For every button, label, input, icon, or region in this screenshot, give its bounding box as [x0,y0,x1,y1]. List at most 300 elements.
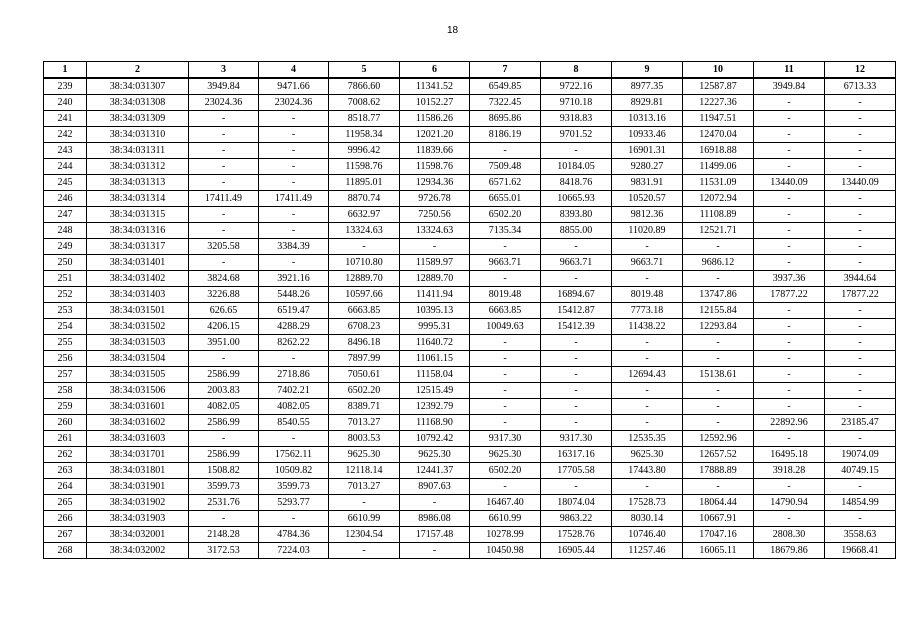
table-cell: 10313.16 [612,111,683,127]
table-cell: - [825,255,896,271]
table-row [44,159,896,175]
table-cell: - [754,367,825,383]
table-cell: 257 [44,367,87,383]
table-cell: 239 [44,78,87,95]
table-cell: 9318.83 [541,111,612,127]
page-number: 18 [446,25,459,36]
table-cell: 10665.93 [541,191,612,207]
table-cell: 9701.52 [541,127,612,143]
table-cell: 12118.14 [329,463,400,479]
table-cell: - [470,399,541,415]
column-header: 1 [44,62,87,79]
table-cell: 8986.08 [400,511,470,527]
table-cell: - [541,415,612,431]
table-cell: 12293.84 [683,319,754,335]
table-cell: - [189,111,259,127]
table-cell: 12392.79 [400,399,470,415]
table-cell: - [754,127,825,143]
table-cell: - [825,351,896,367]
data-table [43,61,896,559]
table-cell: 8003.53 [329,431,400,447]
table-cell: 22892.96 [754,415,825,431]
table-row [44,463,896,479]
table-cell: 2586.99 [189,447,259,463]
table-cell: - [754,303,825,319]
table-cell: 11257.46 [612,543,683,559]
table-cell: 267 [44,527,87,543]
table-cell: 9625.30 [470,447,541,463]
table-cell: 17705.58 [541,463,612,479]
table-cell: 10395.13 [400,303,470,319]
table-cell: 4288.29 [259,319,329,335]
table-cell: 11947.51 [683,111,754,127]
table-cell: 12657.52 [683,447,754,463]
table-cell: - [683,335,754,351]
table-cell: - [683,383,754,399]
table-row [44,271,896,287]
table-cell: 246 [44,191,87,207]
table-cell: 8496.18 [329,335,400,351]
column-header: 8 [541,62,612,79]
table-cell: 10710.80 [329,255,400,271]
table-cell: 38:34:031308 [87,95,189,111]
table-cell: 38:34:031402 [87,271,189,287]
table-row [44,175,896,191]
table-cell: 11586.26 [400,111,470,127]
table-cell: - [612,399,683,415]
table-cell: 17528.76 [541,527,612,543]
table-cell: 17888.89 [683,463,754,479]
table-cell: - [470,479,541,495]
table-cell: - [470,271,541,287]
table-cell: 6502.20 [329,383,400,399]
table-cell: 38:34:031603 [87,431,189,447]
table-cell: 18074.04 [541,495,612,511]
table-cell: 8019.48 [612,287,683,303]
table-cell: 12304.54 [329,527,400,543]
table-cell: - [825,207,896,223]
table-cell: 12515.49 [400,383,470,399]
table-cell: 3599.73 [259,479,329,495]
table-cell: 9625.30 [612,447,683,463]
table-cell: 3944.64 [825,271,896,287]
table-cell: - [612,351,683,367]
table-cell: - [754,207,825,223]
table-cell: 254 [44,319,87,335]
column-header: 12 [825,62,896,79]
table-cell: 268 [44,543,87,559]
table-row [44,303,896,319]
table-cell: 2586.99 [189,367,259,383]
table-cell: 247 [44,207,87,223]
table-cell: 8695.86 [470,111,541,127]
table-cell: 10450.98 [470,543,541,559]
table-cell: - [541,271,612,287]
table-cell: 6502.20 [470,207,541,223]
table-cell: 10520.57 [612,191,683,207]
table-row [44,367,896,383]
table-cell: - [825,191,896,207]
table-cell: - [541,351,612,367]
table-cell: 8019.48 [470,287,541,303]
table-row [44,191,896,207]
table-cell: 17877.22 [754,287,825,303]
table-cell: 8518.77 [329,111,400,127]
table-cell: 4082.05 [259,399,329,415]
table-cell: 263 [44,463,87,479]
table-cell: 626.65 [189,303,259,319]
table-cell: - [541,383,612,399]
table-cell: 13747.86 [683,287,754,303]
table-cell: 7897.99 [329,351,400,367]
table-cell: 253 [44,303,87,319]
table-cell: 8929.81 [612,95,683,111]
table-cell: 10597.66 [329,287,400,303]
table-cell: 12521.71 [683,223,754,239]
table-cell: 7135.34 [470,223,541,239]
table-cell: 6610.99 [470,511,541,527]
table-row [44,511,896,527]
table-cell: 8907.63 [400,479,470,495]
table-cell: - [754,95,825,111]
table-cell: 6519.47 [259,303,329,319]
table-cell: 9686.12 [683,255,754,271]
table-cell: 255 [44,335,87,351]
table-cell: 12155.84 [683,303,754,319]
table-cell: 10152.27 [400,95,470,111]
table-cell: 3949.84 [754,78,825,95]
table-cell: 11168.90 [400,415,470,431]
table-cell: 17877.22 [825,287,896,303]
table-cell: 3824.68 [189,271,259,287]
table-cell: - [825,383,896,399]
table-cell: 3921.16 [259,271,329,287]
table-cell: 15138.61 [683,367,754,383]
column-header: 10 [683,62,754,79]
table-cell: 38:34:031312 [87,159,189,175]
table-cell: 12072.94 [683,191,754,207]
table-row [44,399,896,415]
table-cell: 12934.36 [400,175,470,191]
table-cell: 10184.05 [541,159,612,175]
table-cell: - [470,367,541,383]
table-cell: - [612,271,683,287]
table-cell: 11499.06 [683,159,754,175]
table-cell: 18064.44 [683,495,754,511]
table-row [44,239,896,255]
table-cell: 8262.22 [259,335,329,351]
table-cell: - [754,111,825,127]
table-cell: 9710.18 [541,95,612,111]
table-cell: 9625.30 [400,447,470,463]
table-cell: 23185.47 [825,415,896,431]
table-cell: - [825,159,896,175]
table-cell: 9280.27 [612,159,683,175]
table-cell: - [259,143,329,159]
table-cell: 17443.80 [612,463,683,479]
table-cell: - [189,127,259,143]
table-row [44,479,896,495]
table-cell: 38:34:031310 [87,127,189,143]
table-cell: 3599.73 [189,479,259,495]
table-cell: 38:34:031501 [87,303,189,319]
table-cell: 12441.37 [400,463,470,479]
table-cell: 10792.42 [400,431,470,447]
table-cell: 242 [44,127,87,143]
table-cell: - [329,239,400,255]
column-header: 5 [329,62,400,79]
table-cell: 12592.96 [683,431,754,447]
table-cell: - [259,127,329,143]
table-cell: 38:34:031401 [87,255,189,271]
table-cell: 11640.72 [400,335,470,351]
table-cell: - [754,159,825,175]
table-cell: 3937.36 [754,271,825,287]
table-cell: 9663.71 [541,255,612,271]
table-cell: 17528.73 [612,495,683,511]
table-cell: - [470,143,541,159]
table-cell: - [754,191,825,207]
table-cell: - [470,351,541,367]
table-cell: 38:34:031801 [87,463,189,479]
table-cell: 11839.66 [400,143,470,159]
table-cell: - [541,143,612,159]
table-cell: 7013.27 [329,479,400,495]
table-cell: 9863.22 [541,511,612,527]
table-cell: 4784.36 [259,527,329,543]
table-cell: 7509.48 [470,159,541,175]
table-cell: 40749.15 [825,463,896,479]
table-cell: 6663.85 [329,303,400,319]
table-cell: - [825,479,896,495]
table-cell: 16495.18 [754,447,825,463]
table-cell: - [825,367,896,383]
table-cell: 243 [44,143,87,159]
table-cell: 38:34:031505 [87,367,189,383]
column-header: 11 [754,62,825,79]
table-cell: 7050.61 [329,367,400,383]
table-cell: 15412.39 [541,319,612,335]
table-cell: 7013.27 [329,415,400,431]
table-row [44,78,896,95]
table-cell: 11895.01 [329,175,400,191]
table-cell: 17562.11 [259,447,329,463]
table-cell: 10667.91 [683,511,754,527]
table-cell: 8418.76 [541,175,612,191]
table-cell: - [189,511,259,527]
table-cell: - [189,159,259,175]
table-cell: 6571.62 [470,175,541,191]
table-cell: 5293.77 [259,495,329,511]
table-cell: 7322.45 [470,95,541,111]
table-cell: 9471.66 [259,78,329,95]
table-cell: 7402.21 [259,383,329,399]
table-cell: 3172.53 [189,543,259,559]
table-cell: 23024.36 [259,95,329,111]
table-cell: - [825,127,896,143]
table-cell: 38:34:031309 [87,111,189,127]
table-cell: 6502.20 [470,463,541,479]
table-cell: - [541,335,612,351]
table-cell: 6713.33 [825,78,896,95]
table-cell: 9831.91 [612,175,683,191]
table-cell: 4206.15 [189,319,259,335]
table-cell: 3951.00 [189,335,259,351]
table-cell: 8389.71 [329,399,400,415]
table-cell: - [541,399,612,415]
column-header: 9 [612,62,683,79]
table-cell: - [189,207,259,223]
table-cell: 6549.85 [470,78,541,95]
table-cell: 6708.23 [329,319,400,335]
table-cell: 38:34:031504 [87,351,189,367]
table-cell: 38:34:031315 [87,207,189,223]
table-cell: - [825,399,896,415]
table-cell: 16065.11 [683,543,754,559]
table-cell: 9812.36 [612,207,683,223]
table-cell: - [754,255,825,271]
table-cell: 2808.30 [754,527,825,543]
table-cell: - [754,239,825,255]
column-header: 2 [87,62,189,79]
table-cell: 17411.49 [259,191,329,207]
table-cell: - [825,431,896,447]
table-cell: 10049.63 [470,319,541,335]
table-cell: 251 [44,271,87,287]
table-cell: 5448.26 [259,287,329,303]
table-cell: 3226.88 [189,287,259,303]
table-cell: 261 [44,431,87,447]
table-cell: 10509.82 [259,463,329,479]
table-cell: 11341.52 [400,78,470,95]
table-cell: 259 [44,399,87,415]
table-cell: - [754,143,825,159]
table-header-row [44,62,896,79]
table-cell: 260 [44,415,87,431]
table-cell: 12889.70 [400,271,470,287]
table-cell: - [683,415,754,431]
table-cell: 17047.16 [683,527,754,543]
table-cell: - [259,431,329,447]
table-cell: 23024.36 [189,95,259,111]
table-cell: 38:34:031311 [87,143,189,159]
table-cell: 12694.43 [612,367,683,383]
table-cell: - [259,111,329,127]
table-cell: 2003.83 [189,383,259,399]
table-cell: 11438.22 [612,319,683,335]
table-cell: 17411.49 [189,191,259,207]
table-cell: - [400,543,470,559]
table-cell: 38:34:031602 [87,415,189,431]
table-cell: 38:34:032002 [87,543,189,559]
table-cell: - [329,543,400,559]
table-cell: - [189,143,259,159]
table-cell: - [541,239,612,255]
table-row [44,335,896,351]
table-cell: 6610.99 [329,511,400,527]
table-cell: 12021.20 [400,127,470,143]
table-cell: 16918.88 [683,143,754,159]
table-cell: - [541,479,612,495]
table-cell: 6663.85 [470,303,541,319]
column-header: 6 [400,62,470,79]
table-cell: 13440.09 [754,175,825,191]
table-cell: 12470.04 [683,127,754,143]
table-row [44,287,896,303]
table-cell: 16905.44 [541,543,612,559]
table-cell: 9317.30 [541,431,612,447]
table-cell: - [470,239,541,255]
table-cell: 264 [44,479,87,495]
table-cell: 10933.46 [612,127,683,143]
table-row [44,415,896,431]
table-cell: 11020.89 [612,223,683,239]
table-cell: 11598.76 [400,159,470,175]
table-cell: 11598.76 [329,159,400,175]
table-cell: - [541,367,612,383]
table-cell: 38:34:031601 [87,399,189,415]
table-cell: - [825,319,896,335]
table-cell: 248 [44,223,87,239]
table-cell: - [825,223,896,239]
table-cell: 250 [44,255,87,271]
table-row [44,255,896,271]
table-cell: - [825,335,896,351]
table-cell: - [683,479,754,495]
table-cell: 2148.28 [189,527,259,543]
table-cell: 2718.86 [259,367,329,383]
table-cell: - [754,431,825,447]
table-row [44,431,896,447]
table-cell: - [400,495,470,511]
table-cell: 11061.15 [400,351,470,367]
table-cell: - [189,351,259,367]
table-cell: - [470,383,541,399]
table-cell: 38:34:031903 [87,511,189,527]
table-cell: - [259,207,329,223]
table-cell: 19668.41 [825,543,896,559]
table-cell: 9663.71 [612,255,683,271]
table-cell: 38:34:031902 [87,495,189,511]
table-cell: 12889.70 [329,271,400,287]
table-cell: 1508.82 [189,463,259,479]
table-cell: 9317.30 [470,431,541,447]
table-cell: 9722.16 [541,78,612,95]
table-cell: 8855.00 [541,223,612,239]
table-row [44,319,896,335]
table-cell: 3205.58 [189,239,259,255]
table-cell: 12535.35 [612,431,683,447]
table-cell: 15412.87 [541,303,612,319]
table-cell: - [259,159,329,175]
table-cell: 6655.01 [470,191,541,207]
table-cell: - [189,175,259,191]
table-cell: 13324.63 [400,223,470,239]
table-cell: 11411.94 [400,287,470,303]
table-cell: - [612,239,683,255]
table-cell: 16894.67 [541,287,612,303]
table-cell: 9726.78 [400,191,470,207]
table-cell: 38:34:031701 [87,447,189,463]
table-row [44,95,896,111]
table-cell: 8540.55 [259,415,329,431]
table-cell: 240 [44,95,87,111]
table-cell: 9663.71 [470,255,541,271]
table-cell: 38:34:031313 [87,175,189,191]
table-cell: 11531.09 [683,175,754,191]
table-cell: - [825,239,896,255]
table-cell: 9995.31 [400,319,470,335]
